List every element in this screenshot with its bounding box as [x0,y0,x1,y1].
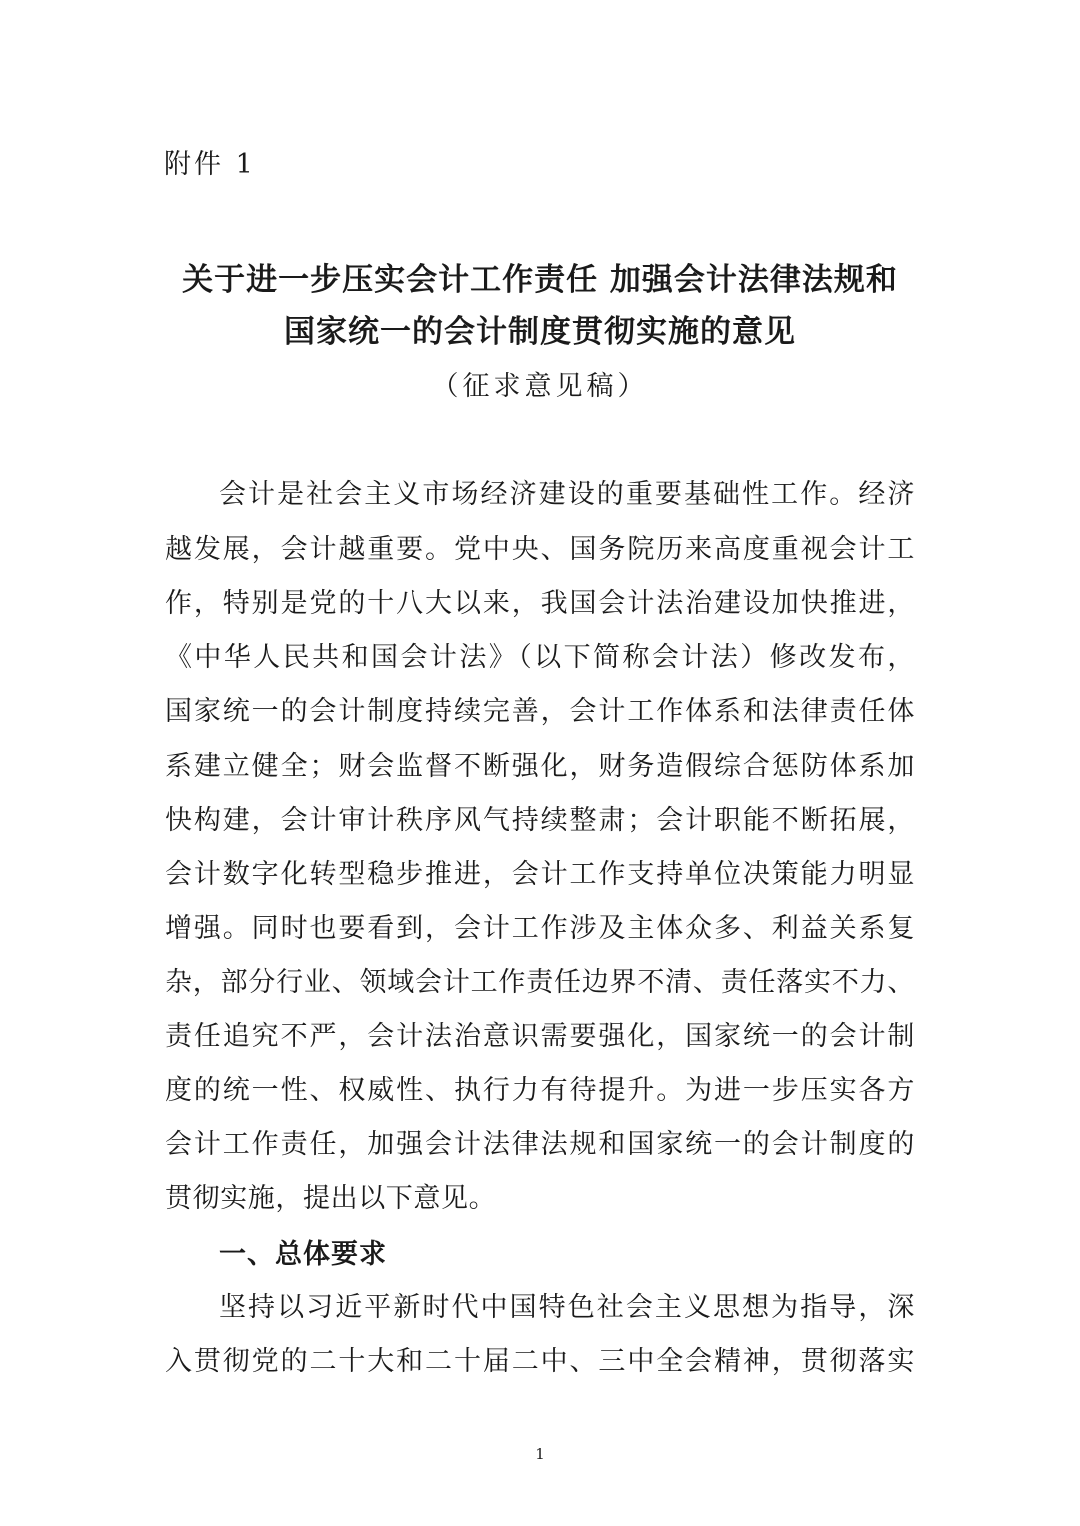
paragraph-1-line: 杂，部分行业、领域会计工作责任边界不清、责任落实不力、 [165,967,915,998]
paragraph-1-line: 越发展，会计越重要。党中央、国务院历来高度重视会计工 [165,534,915,565]
paragraph-1-line: 贯彻实施，提出以下意见。 [165,1183,497,1214]
paragraph-1-line: 责任追究不严，会计法治意识需要强化，国家统一的会计制 [165,1021,915,1052]
page-number: 1 [535,1445,545,1463]
document-subtitle: （征求意见稿） [431,371,649,402]
attachment-label: 附件 1 [164,149,256,180]
paragraph-1-line: 度的统一性、权威性、执行力有待提升。为进一步压实各方 [165,1075,915,1106]
paragraph-1-line: 作，特别是党的十八大以来，我国会计法治建设加快推进， [165,588,915,619]
paragraph-2-line: 入贯彻党的二十大和二十届二中、三中全会精神，贯彻落实 [165,1346,915,1377]
paragraph-1-line: 国家统一的会计制度持续完善，会计工作体系和法律责任体 [165,696,915,727]
document-title-line-2: 国家统一的会计制度贯彻实施的意见 [284,314,796,350]
paragraph-1-line: 快构建，会计审计秩序风气持续整肃；会计职能不断拓展， [165,805,915,836]
paragraph-1-line: 会计是社会主义市场经济建设的重要基础性工作。经济 [219,479,915,510]
paragraph-1-line: 《中华人民共和国会计法》（以下简称会计法）修改发布， [165,642,915,673]
document-title-line-1: 关于进一步压实会计工作责任 加强会计法律法规和 [182,262,898,298]
paragraph-1-line: 会计数字化转型稳步推进，会计工作支持单位决策能力明显 [165,859,915,890]
paragraph-1-line: 系建立健全；财会监督不断强化，财务造假综合惩防体系加 [165,751,915,782]
paragraph-2-line: 坚持以习近平新时代中国特色社会主义思想为指导，深 [219,1292,915,1323]
section-1-heading: 一、总体要求 [219,1239,387,1270]
paragraph-1-line: 增强。同时也要看到，会计工作涉及主体众多、利益关系复 [165,913,915,944]
paragraph-1-line: 会计工作责任，加强会计法律法规和国家统一的会计制度的 [165,1129,915,1160]
